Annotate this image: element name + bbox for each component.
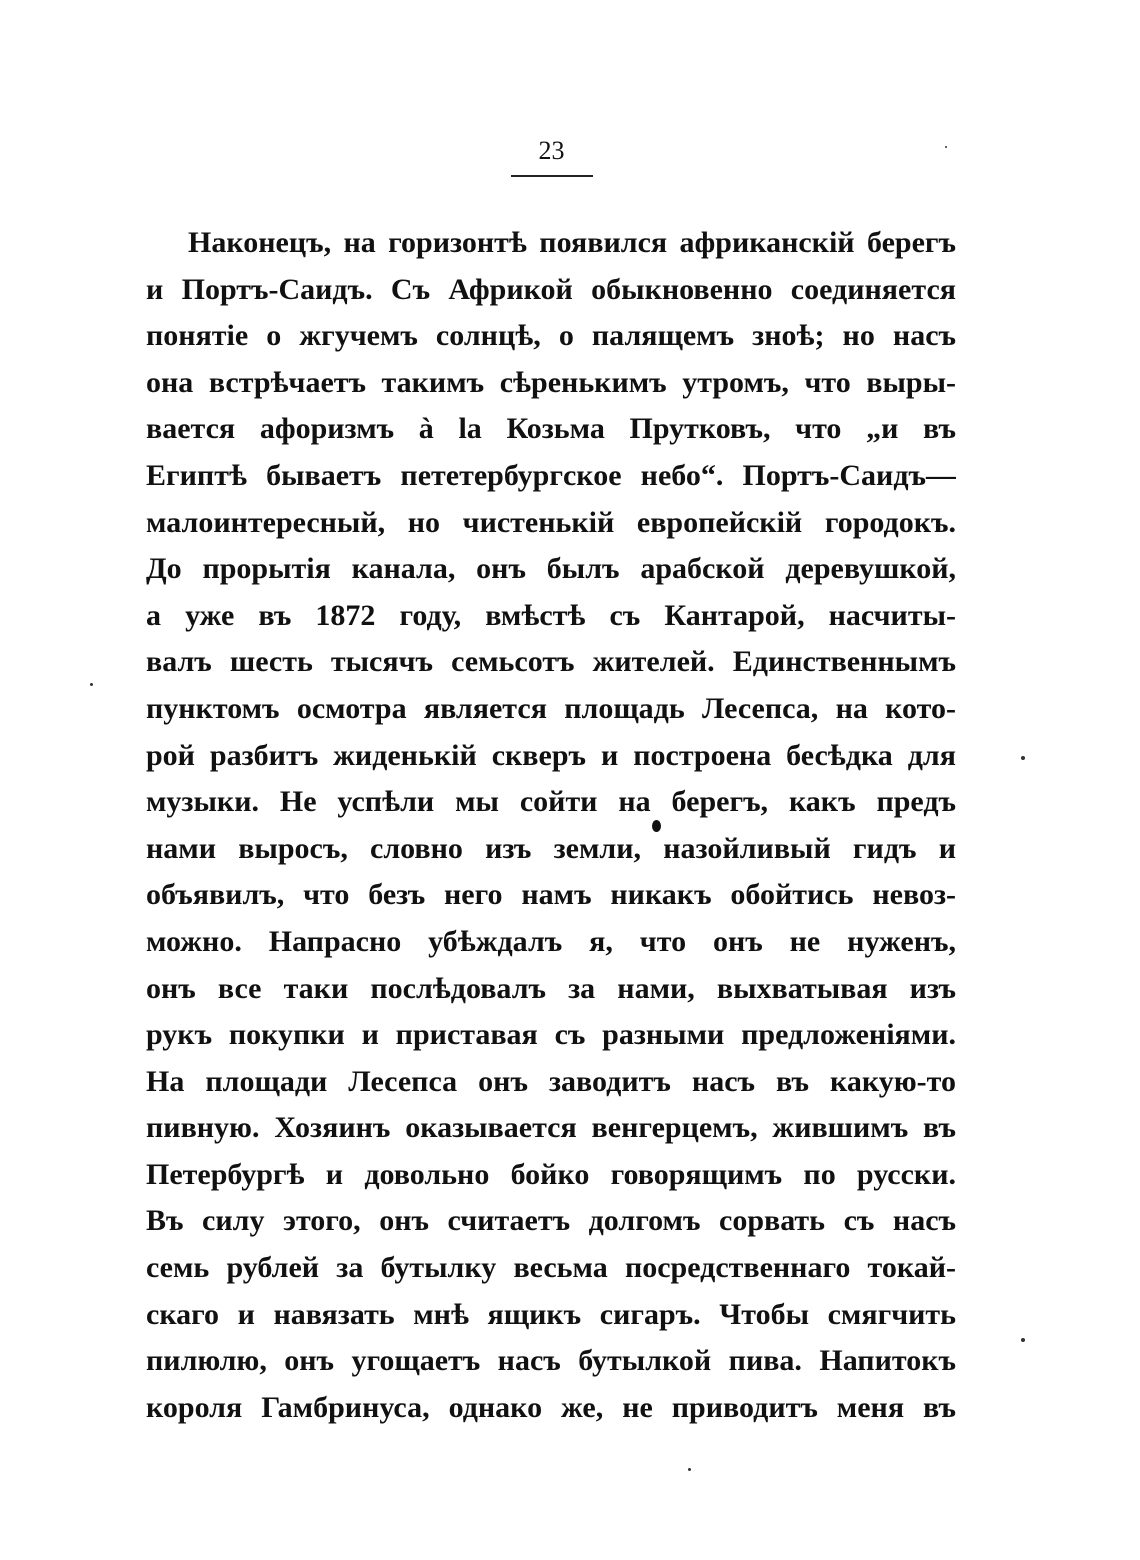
scan-speck — [1021, 756, 1025, 760]
text-line: понятіе о жгучемъ солнцѣ, о палящемъ знoѣ; но насъ — [146, 319, 956, 353]
text-line: музыки. Не успѣли мы сойти на берегъ, какъ предъ — [146, 785, 956, 819]
text-line: она встрѣчаетъ такимъ сѣренькимъ утромъ, что выры- — [146, 365, 956, 399]
text-line: пунктомъ осмотра является площадь Лесепса, на кото- — [146, 691, 956, 725]
page-number-rule — [511, 175, 593, 177]
scan-speck — [945, 146, 947, 148]
text-line: онъ все таки послѣдовалъ за нами, выхватывая изъ — [146, 971, 956, 1005]
text-line: пивную. Хозяинъ оказывается венгерцемъ, жившимъ въ — [146, 1111, 956, 1145]
scan-speck — [90, 683, 93, 686]
text-line: До прорытія канала, онъ былъ арабской деревушкой, — [146, 552, 956, 586]
text-line: Въ силу этого, онъ считаетъ долгомъ сорвать съ насъ — [146, 1204, 956, 1238]
text-line: скаго и навязать мнѣ ящикъ сигаръ. Чтобы смягчить — [146, 1297, 956, 1331]
scan-speck — [688, 1468, 691, 1471]
text-line: объявилъ, что безъ него намъ никакъ обойтись невоз- — [146, 878, 956, 912]
text-line: На площади Лесепса онъ заводитъ насъ въ какую-то — [146, 1064, 956, 1098]
scan-speck — [1021, 1338, 1025, 1342]
text-line: семь рублей за бутылку весьма посредственнаго токай- — [146, 1251, 956, 1285]
text-line: можно. Напрасно убѣждалъ я, что онъ не нуженъ, — [146, 924, 956, 958]
text-line: рой разбитъ жиденькій скверъ и построена бесѣдка для — [146, 738, 956, 772]
text-line: валъ шесть тысячъ семьсотъ жителей. Единственнымъ — [146, 645, 956, 679]
text-line: нами выросъ, словно изъ земли, назойливый гидъ и — [146, 831, 956, 865]
text-line: и Портъ-Саидъ. Съ Африкой обыкновенно соединяется — [146, 272, 956, 306]
scan-speck — [652, 820, 661, 832]
page-number: 23 — [538, 136, 565, 165]
text-line: а уже въ 1872 году, вмѣстѣ съ Кантарой, насчиты- — [146, 598, 956, 632]
text-line: Петербургѣ и довольно бойко говорящимъ по русски. — [146, 1157, 956, 1191]
body-text — [146, 220, 956, 1431]
text-line: рукъ покупки и приставая съ разными предложеніями. — [146, 1018, 956, 1052]
text-line: вается афоризмъ à la Козьма Прутковъ, что „и въ — [146, 412, 956, 446]
text-line: короля Гамбринуса, однако же, не приводитъ меня въ — [146, 1390, 956, 1424]
text-line: Наконецъ, на горизонтѣ появился африканскій берегъ — [188, 226, 956, 259]
text-line: пилюлю, онъ угощаетъ насъ бутылкой пива. Напитокъ — [146, 1344, 956, 1378]
text-line: малоинтересный, но чистенькій европейскій городокъ. — [146, 505, 956, 539]
text-line: Египтѣ бываетъ пететербургское небо“. Портъ-Саидъ— — [146, 458, 956, 492]
